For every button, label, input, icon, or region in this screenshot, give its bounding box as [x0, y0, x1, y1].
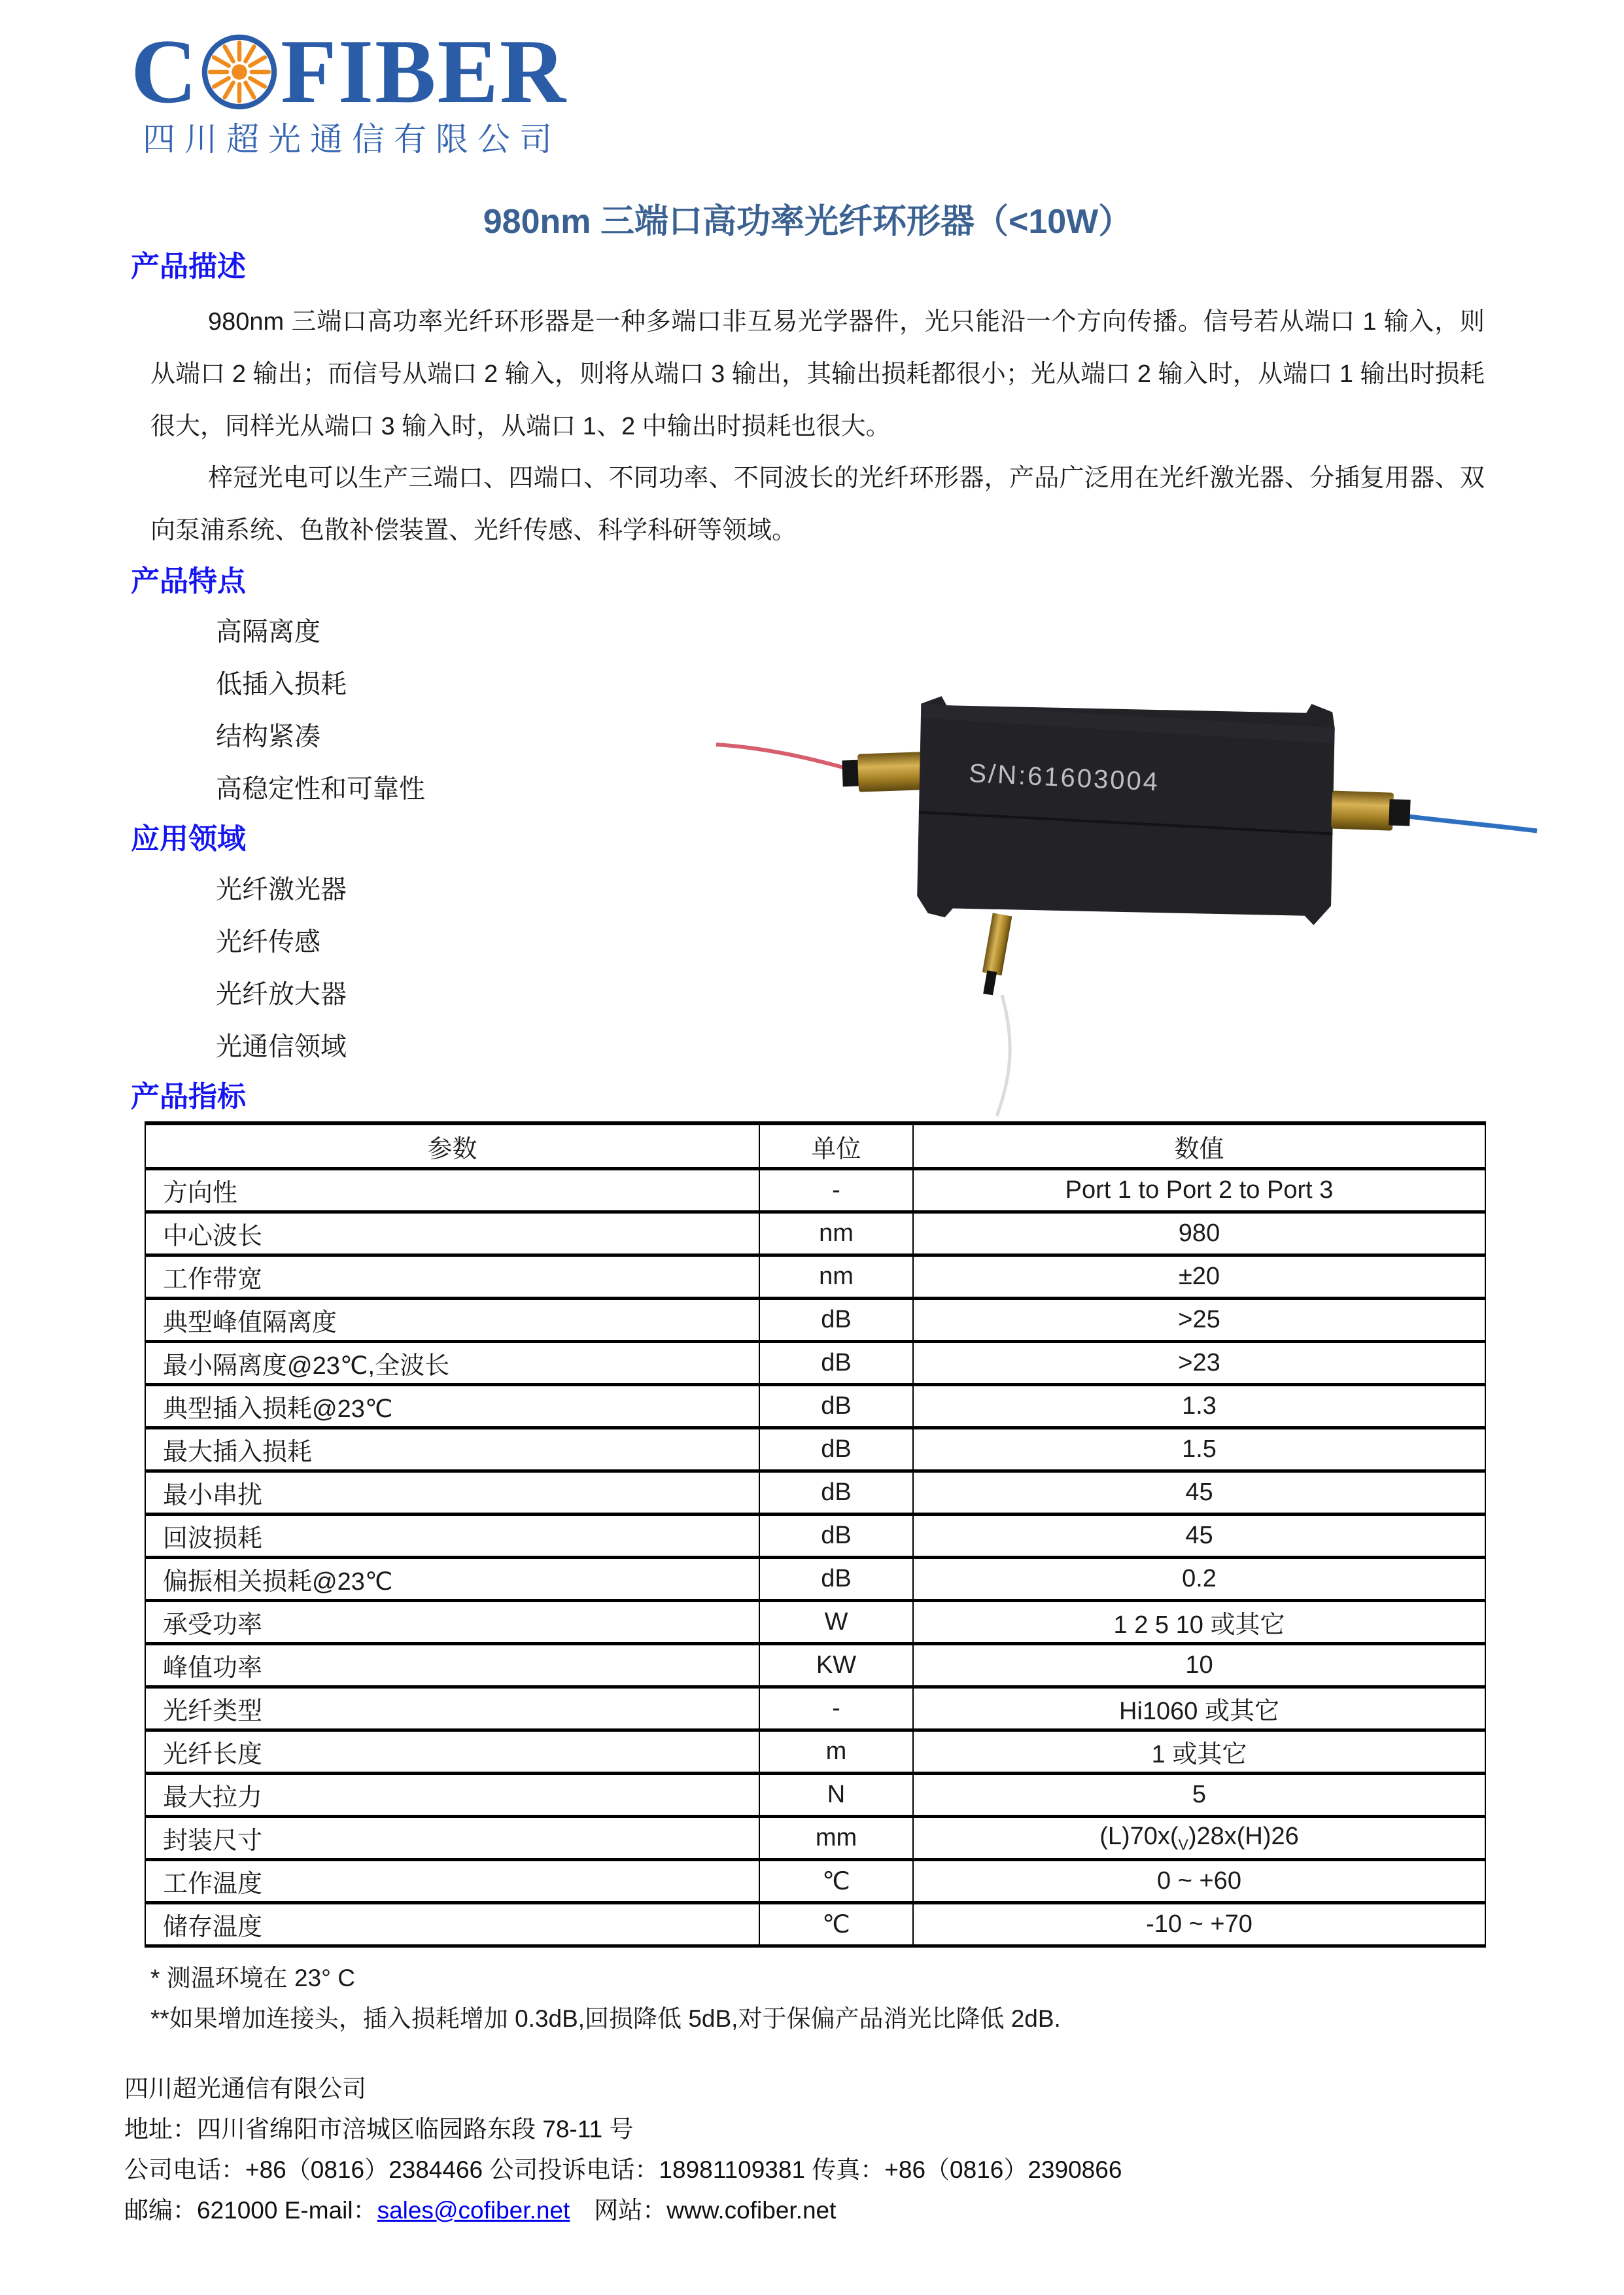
- spec-unit-cell: dB: [759, 1299, 913, 1342]
- spec-unit-cell: W: [759, 1601, 913, 1644]
- spec-unit-cell: -: [759, 1687, 913, 1730]
- spec-param-cell: 储存温度: [145, 1903, 759, 1946]
- email-link[interactable]: sales@cofiber.net: [377, 2197, 570, 2224]
- spec-param-cell: 光纤长度: [145, 1730, 759, 1774]
- spec-param-cell: 中心波长: [145, 1212, 759, 1255]
- footer-address: 地址：四川省绵阳市涪城区临园路东段 78-11 号: [124, 2115, 634, 2143]
- spec-row: [145, 1730, 1485, 1774]
- spec-header-param: 参数: [145, 1123, 759, 1169]
- spec-value-cell: 1.5: [913, 1428, 1485, 1471]
- spec-value-cell: 45: [913, 1471, 1485, 1515]
- spec-row: [145, 1644, 1485, 1687]
- spec-row: [145, 1601, 1485, 1644]
- spec-row: [145, 1558, 1485, 1601]
- footnote-2: **如果增加连接头，插入损耗增加 0.3dB,回损降低 5dB,对于保偏产品消光比降低 2dB.: [150, 2005, 1061, 2032]
- spec-param-cell: 典型插入损耗@23℃: [145, 1385, 759, 1428]
- spec-unit-cell: -: [759, 1169, 913, 1212]
- spec-value-cell: 0 ~ +60: [913, 1860, 1485, 1903]
- spec-row: [145, 1342, 1485, 1385]
- spec-unit-cell: N: [759, 1774, 913, 1817]
- spec-value-cell: 0.2: [913, 1558, 1485, 1601]
- spec-value-cell: Port 1 to Port 2 to Port 3: [913, 1169, 1485, 1212]
- wordmark-c: C: [131, 21, 199, 122]
- spec-value-cell: 1 或其它: [913, 1730, 1485, 1774]
- spec-value-cell: 980: [913, 1212, 1485, 1255]
- feature-item: 高稳定性和可靠性: [216, 774, 425, 803]
- sunburst-o-icon: [201, 33, 278, 111]
- spec-unit-cell: dB: [759, 1471, 913, 1515]
- spec-row: [145, 1515, 1485, 1558]
- spec-value-cell: 1.3: [913, 1385, 1485, 1428]
- spec-param-cell: 方向性: [145, 1169, 759, 1212]
- serial-number-text: S/N:61603004: [968, 759, 1160, 797]
- spec-header-value: 数值: [913, 1123, 1485, 1169]
- spec-param-cell: 偏振相关损耗@23℃: [145, 1558, 759, 1601]
- spec-param-cell: 典型峰值隔离度: [145, 1299, 759, 1342]
- spec-unit-cell: dB: [759, 1428, 913, 1471]
- spec-header-unit: 单位: [759, 1123, 913, 1169]
- application-item: 光纤传感: [216, 927, 320, 956]
- feature-item: 结构紧凑: [216, 722, 320, 751]
- application-item: 光纤放大器: [216, 979, 347, 1009]
- spec-value-cell: ±20: [913, 1255, 1485, 1299]
- section-heading-features: 产品特点: [131, 565, 246, 597]
- spec-param-cell: 封装尺寸: [145, 1817, 759, 1860]
- spec-param-cell: 最小隔离度@23℃,全波长: [145, 1342, 759, 1385]
- section-heading-specs: 产品指标: [131, 1080, 246, 1113]
- spec-row: [145, 1255, 1485, 1299]
- feature-item: 高隔离度: [216, 617, 320, 646]
- footnote-1: * 测温环境在 23° C: [150, 1965, 355, 1992]
- spec-param-cell: 最小串扰: [145, 1471, 759, 1515]
- spec-unit-cell: m: [759, 1730, 913, 1774]
- wordmark-fiber: FIBER: [281, 21, 567, 122]
- spec-unit-cell: ℃: [759, 1860, 913, 1903]
- spec-param-cell: 回波损耗: [145, 1515, 759, 1558]
- description-paragraph-2: 梓冠光电可以生产三端口、四端口、不同功率、不同波长的光纤环形器，产品广泛用在光纤激光器、分插复用器、双向泵浦系统、色散补偿装置、光纤传感、科学科研等领域。: [150, 464, 1485, 545]
- footer-website-label: 网站：: [570, 2197, 667, 2224]
- spec-value-cell: 10: [913, 1644, 1485, 1687]
- spec-row: [145, 1471, 1485, 1515]
- spec-param-cell: 最大拉力: [145, 1774, 759, 1817]
- application-item: 光纤激光器: [216, 875, 347, 904]
- application-item: 光通信领域: [216, 1032, 347, 1061]
- spec-row: [145, 1687, 1485, 1730]
- spec-value-cell: 1 2 5 10 或其它: [913, 1601, 1485, 1644]
- spec-param-cell: 光纤类型: [145, 1687, 759, 1730]
- description-paragraph-1: 980nm 三端口高功率光纤环形器是一种多端口非互易光学器件，光只能沿一个方向传播。信号若从端口 1 输入，则从端口 2 输出；而信号从端口 2 输入，则将从端口 3 输出，其输出损耗都很小；光从端口 2 输入时，从端口 1 输出时损耗很大，同样光从端口 3 输入时，从端口 1、2 中输出时损耗也很大。: [150, 308, 1485, 440]
- spec-unit-cell: ℃: [759, 1903, 913, 1946]
- spec-param-cell: 承受功率: [145, 1601, 759, 1644]
- cofiber-wordmark: [131, 21, 1485, 122]
- spec-unit-cell: dB: [759, 1385, 913, 1428]
- spec-value-cell: 5: [913, 1774, 1485, 1817]
- footer-company: 四川超光通信有限公司: [124, 2075, 366, 2102]
- spec-row: [145, 1212, 1485, 1255]
- spec-value-cell: >25: [913, 1299, 1485, 1342]
- circulator-device-image: [693, 661, 1563, 1145]
- spec-unit-cell: dB: [759, 1342, 913, 1385]
- spec-unit-cell: nm: [759, 1212, 913, 1255]
- spec-unit-cell: nm: [759, 1255, 913, 1299]
- spec-footnotes: [150, 1958, 1485, 2038]
- spec-param-cell: 峰值功率: [145, 1644, 759, 1687]
- feature-item: 低插入损耗: [216, 669, 347, 699]
- spec-row: [145, 1817, 1485, 1860]
- spec-param-cell: 最大插入损耗: [145, 1428, 759, 1471]
- spec-value-cell: $(L)70x(_V)28x(H)26$: [913, 1817, 1485, 1860]
- page-title: 980nm 三端口高功率光纤环形器（<10W）: [483, 203, 1133, 241]
- spec-unit-cell: dB: [759, 1558, 913, 1601]
- spec-param-cell: 工作带宽: [145, 1255, 759, 1299]
- footer-postal: 邮编：621000 E-mail：: [124, 2197, 377, 2224]
- spec-row: [145, 1860, 1485, 1903]
- spec-row: [145, 1774, 1485, 1817]
- spec-row: [145, 1903, 1485, 1946]
- spec-unit-cell: KW: [759, 1644, 913, 1687]
- spec-row: [145, 1299, 1485, 1342]
- page-footer: [124, 2069, 1485, 2232]
- product-photo: [693, 661, 1563, 1145]
- spec-value-cell: >23: [913, 1342, 1485, 1385]
- spec-row: [145, 1169, 1485, 1212]
- spec-param-cell: 工作温度: [145, 1860, 759, 1903]
- spec-value-cell: -10 ~ +70: [913, 1903, 1485, 1946]
- cofiber-logo: [131, 21, 1485, 158]
- logo-company-name: 四川超光通信有限公司: [143, 121, 561, 158]
- spec-value-cell: 45: [913, 1515, 1485, 1558]
- spec-unit-cell: mm: [759, 1817, 913, 1860]
- spec-value-cell: Hi1060 或其它: [913, 1687, 1485, 1730]
- footer-contact-line: [124, 2190, 1485, 2231]
- spec-table: [145, 1121, 1486, 1948]
- footer-website: www.cofiber.net: [666, 2197, 837, 2224]
- spec-unit-cell: dB: [759, 1515, 913, 1558]
- footer-phone: 公司电话：+86（0816）2384466 公司投诉电话：18981109381 传真：+86（0816）2390866: [124, 2156, 1122, 2183]
- spec-row: [145, 1385, 1485, 1428]
- section-heading-applications: 应用领域: [131, 822, 246, 855]
- section-heading-description: 产品描述: [131, 251, 246, 283]
- spec-row: [145, 1428, 1485, 1471]
